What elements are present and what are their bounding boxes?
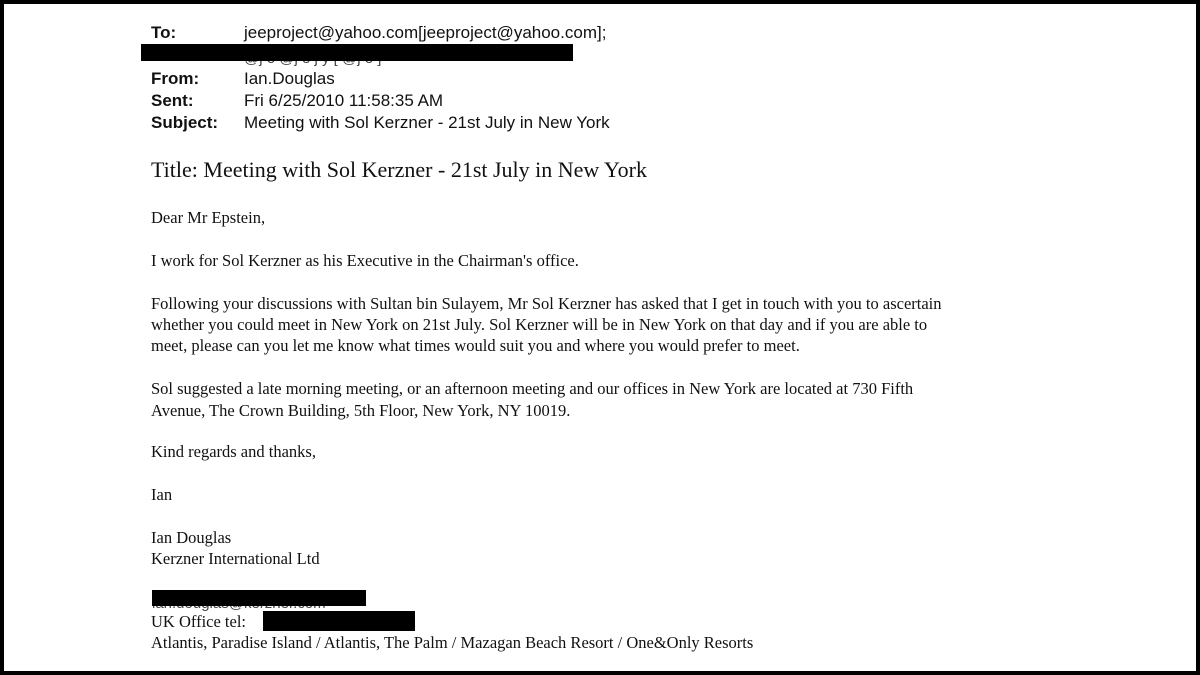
paragraph-3-line-2: Avenue, The Crown Building, 5th Floor, New York, NY 10019. [151,401,571,420]
paragraph-3-line-1: Sol suggested a late morning meeting, or an afternoon meeting and our offices in New York are located at 730 Fifth [151,379,914,398]
redacted-email-bar [152,590,366,606]
signature-properties: Atlantis, Paradise Island / Atlantis, The Palm / Mazagan Beach Resort / One&Only Resorts [151,633,754,652]
subject-label: Subject: [151,113,219,132]
sign-off-first-name: Ian [151,485,173,504]
redacted-recipient-bar [141,44,573,61]
signature-name: Ian Douglas [151,528,232,547]
email-title: Title: Meeting with Sol Kerzner - 21st July in New York [151,157,648,182]
sent-label: Sent: [151,91,194,110]
paragraph-1: I work for Sol Kerzner as his Executive in the Chairman's office. [151,251,579,270]
sent-value: Fri 6/25/2010 11:58:35 AM [244,91,444,110]
uk-office-tel-label: UK Office tel: [151,612,246,631]
subject-value: Meeting with Sol Kerzner - 21st July in New York [244,113,610,132]
redacted-phone-bar [263,611,415,631]
signature-company: Kerzner International Ltd [151,549,320,568]
paragraph-2-line-1: Following your discussions with Sultan bin Sulayem, Mr Sol Kerzner has asked that I get in touch with you to ascertain [151,294,942,313]
closing: Kind regards and thanks, [151,442,316,461]
salutation: Dear Mr Epstein, [151,208,266,227]
paragraph-2-line-3: meet, please can you let me know what times would suit you and where you would prefer to meet. [151,336,800,355]
from-label: From: [151,69,200,88]
paragraph-2-line-2: whether you could meet in New York on 21st July. Sol Kerzner will be in New York on that day and if you are able to [151,315,928,334]
from-value: Ian.Douglas [244,69,335,88]
to-label: To: [151,23,177,42]
to-value: jeeproject@yahoo.com[jeeproject@yahoo.com]; [244,23,607,42]
